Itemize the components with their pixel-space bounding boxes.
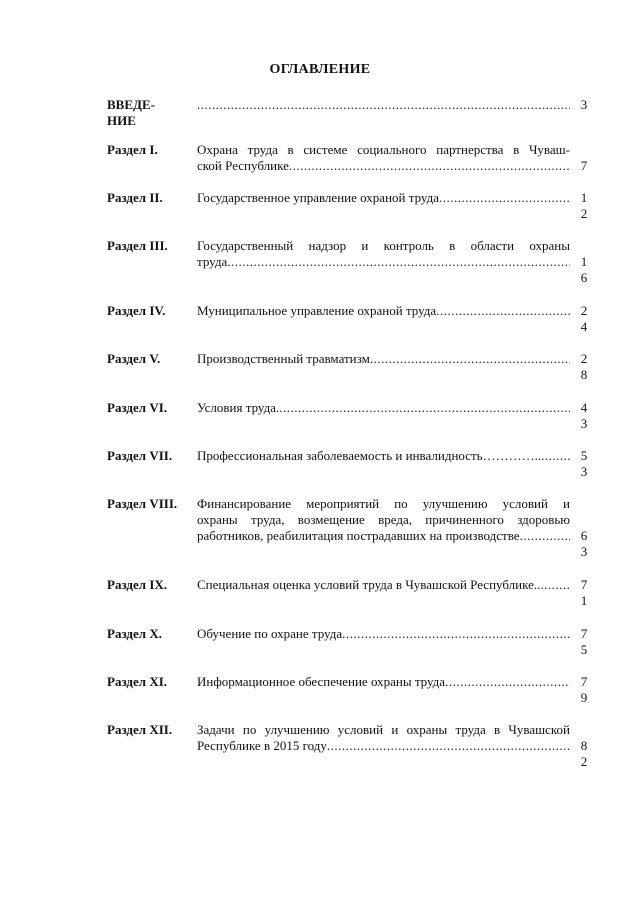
page-number: 1 2 [580,190,588,221]
section-title: Профессиональная заболеваемость и инвалидность………….. ..... [197,448,570,464]
section-title: Информационное обеспечение охраны труда ..... [197,674,570,690]
leader-dots [370,351,570,367]
section-title: Производственный травматизм ..... [197,351,570,367]
page-number: 1 6 [580,254,588,285]
section-title: Муниципальное управление охраной труда ..... [197,303,570,319]
section-label: Раздел VI. [107,400,168,415]
section-title: Условия труда. ..... [197,400,570,416]
page-number: 2 8 [580,351,588,382]
section-label: Раздел XI. [107,674,168,689]
leader-dots [541,448,570,464]
section-title: Государственное управление охраной труда ..... [197,190,570,206]
page-number: 7 1 [580,577,588,608]
section-label: Раздел II. [107,190,163,205]
section-title: Специальная оценка условий труда в Чувашской Республике.. ..... [197,577,570,593]
section-title: Государственный надзор и контроль в области охраны труда ..... [197,238,570,270]
section-label: Раздел VIII. [107,496,178,511]
leader-dots [436,303,570,319]
section-label: Раздел IV. [107,303,166,318]
page-title: ОГЛАВЛЕНИЕ [269,62,371,77]
page-number: 7 [580,158,588,173]
leader-dots [342,626,570,642]
section-title: Задачи по улучшению условий и охраны труда в Чувашской Республике в 2015 году ..... [197,722,570,754]
leader-dots [289,158,570,174]
page-number: 7 9 [580,674,588,705]
leader-dots [227,254,570,270]
leader-dots [197,97,570,113]
section-label: Раздел I. [107,142,158,157]
section-label: Раздел IX. [107,577,168,592]
section-label: ВВЕДЕ- НИЕ [107,97,155,128]
leader-dots [327,738,570,754]
page-number: 6 3 [580,528,588,559]
page-number: 3 [580,97,588,112]
leader-dots [540,577,570,593]
page-number: 5 3 [580,448,588,479]
section-title: Обучение по охране труда ..... [197,626,570,642]
section-label: Раздел V. [107,351,161,366]
leader-dots [445,674,570,690]
page-number: 4 3 [580,400,588,431]
section-title [197,97,570,113]
leader-dots [520,528,570,544]
section-label: Раздел III. [107,238,168,253]
page-number: 7 5 [580,626,588,657]
page-number: 2 4 [580,303,588,334]
section-title: Охрана труда в системе социального партнерства в Чуваш- ской Республике ..... [197,142,570,174]
page-number: 8 2 [580,738,588,769]
section-title: Финансирование мероприятий по улучшению условий и охраны труда, возмещение вреда, причиненного здоровью работников, реабилитация пострадавших на производстве ..... [197,496,570,544]
leader-dots [439,190,570,206]
section-label: Раздел VII. [107,448,173,463]
section-label: Раздел X. [107,626,162,641]
leader-dots [279,400,570,416]
section-label: Раздел XII. [107,722,173,737]
